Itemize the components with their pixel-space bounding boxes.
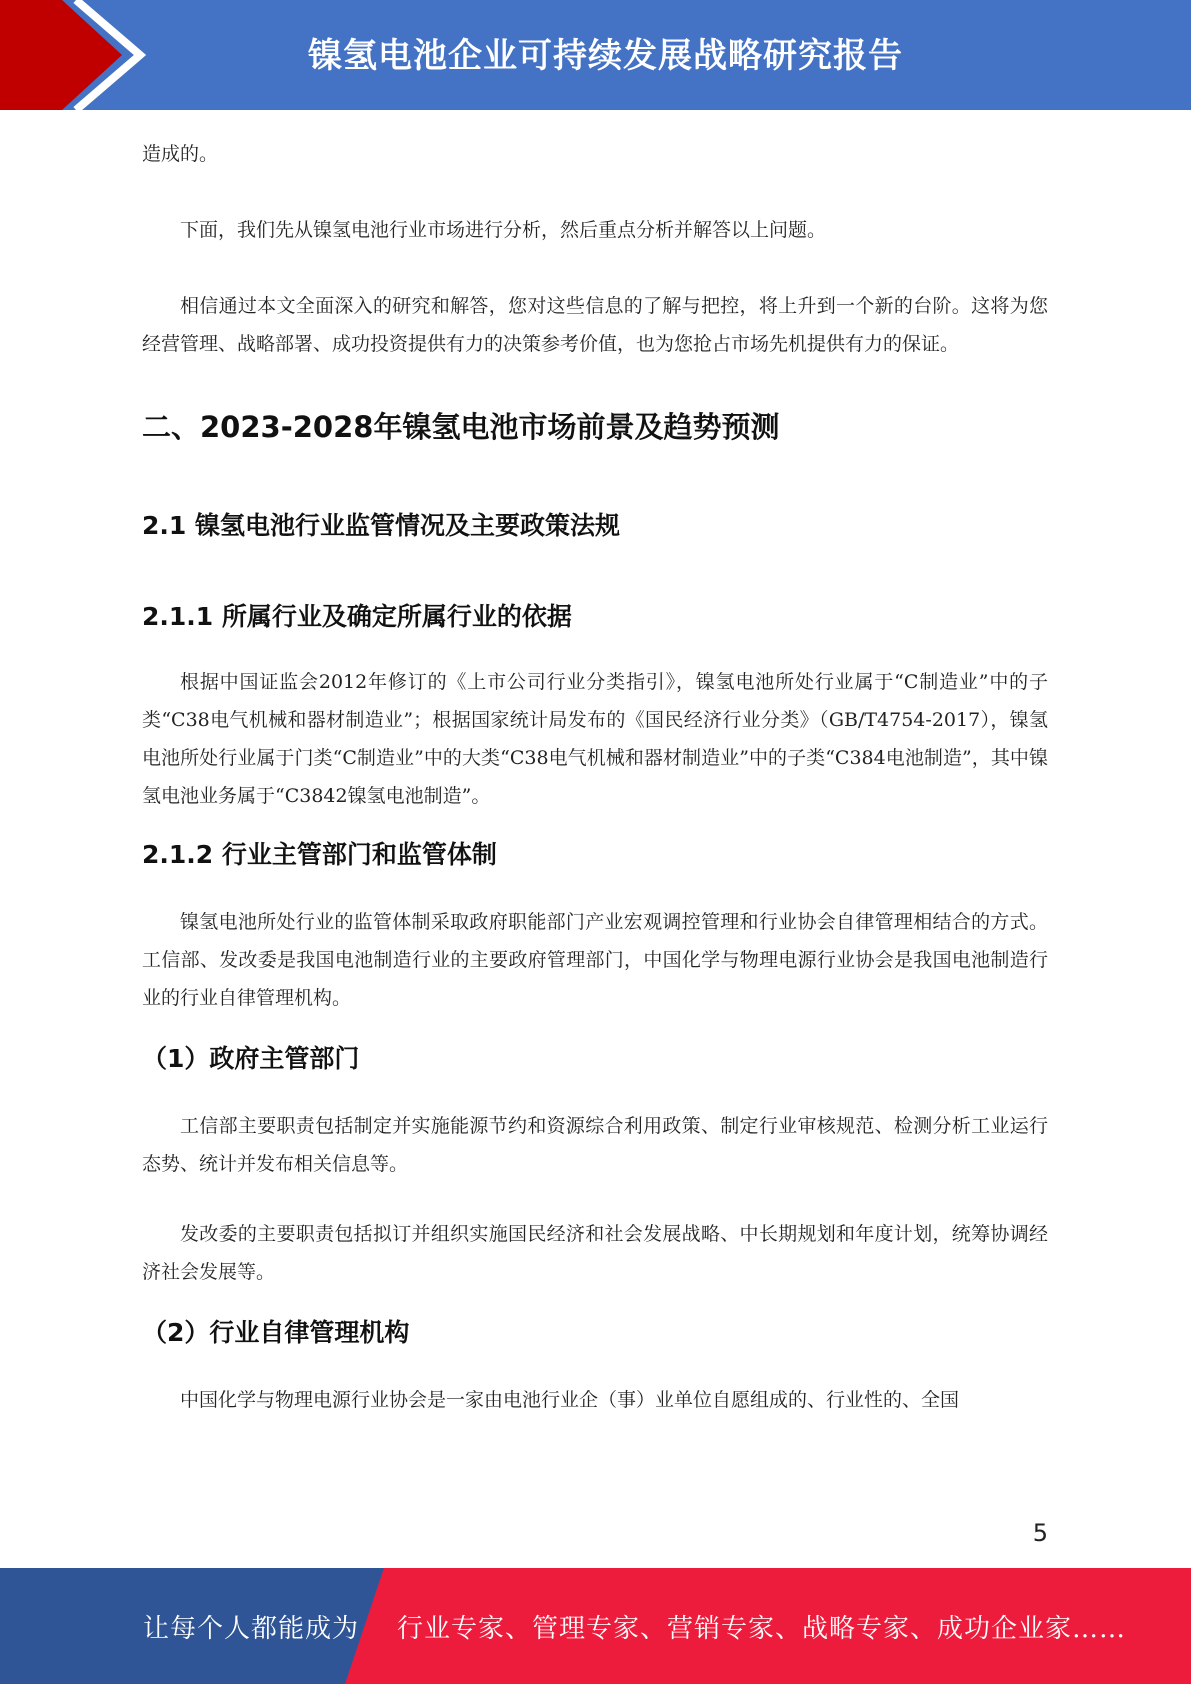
subsection-heading-2-1-1: 2.1.1 所属行业及确定所属行业的依据 bbox=[142, 602, 572, 631]
subsection-heading-2-1-2: 2.1.2 行业主管部门和监管体制 bbox=[142, 840, 497, 869]
paragraph-regulatory-system: 镍氢电池所处行业的监管体制采取政府职能部门产业宏观调控管理和行业协会自律管理相结合的方式。工信部、发改委是我国电池制造行业的主要政府管理部门，中国化学与物理电源行业协会是我国电池制造行业的行业自律管理机构。 bbox=[142, 911, 1048, 1009]
paragraph-continuation: 造成的。 bbox=[142, 143, 219, 165]
paragraph-ndrc-duties: 发改委的主要职责包括拟订并组织实施国民经济和社会发展战略、中长期规划和年度计划，统筹协调经济社会发展等。 bbox=[142, 1223, 1048, 1283]
page-header bbox=[0, 0, 1191, 110]
paragraph-intro: 下面，我们先从镍氢电池行业市场进行分析，然后重点分析并解答以上问题。 bbox=[180, 219, 827, 241]
paragraph-industry-classification: 根据中国证监会2012年修订的《上市公司行业分类指引》，镍氢电池所处行业属于“C制造业”中的子类“C38电气机械和器材制造业”；根据国家统计局发布的《国民经济行业分类》（GB/T4754-2017），镍氢电池所处行业属于门类“C制造业”中的大类“C38电气机械和器材制造业”中的子类“C384电池制造”，其中镍氢电池业务属于“C3842镍氢电池制造”。 bbox=[142, 671, 1048, 807]
paragraph-value: 相信通过本文全面深入的研究和解答，您对这些信息的了解与把控，将上升到一个新的台阶。这将为您经营管理、战略部署、成功投资提供有力的决策参考价值，也为您抢占市场先机提供有力的保证。 bbox=[142, 295, 1048, 355]
heading-industry-self-regulation: （2）行业自律管理机构 bbox=[142, 1318, 410, 1347]
report-title: 镍氢电池企业可持续发展战略研究报告 bbox=[308, 35, 903, 76]
footer-slogan-left: 让每个人都能成为 bbox=[143, 1613, 360, 1644]
heading-government-departments: （1）政府主管部门 bbox=[142, 1044, 360, 1073]
page-number: 5 bbox=[1032, 1519, 1048, 1547]
footer-slogan-right: 行业专家、管理专家、营销专家、战略专家、成功企业家…… bbox=[397, 1613, 1127, 1644]
page-footer bbox=[0, 1568, 1191, 1684]
paragraph-association: 中国化学与物理电源行业协会是一家由电池行业企（事）业单位自愿组成的、行业性的、全国 bbox=[180, 1389, 960, 1411]
subsection-heading-2-1: 2.1 镍氢电池行业监管情况及主要政策法规 bbox=[142, 511, 620, 540]
section-heading-2: 二、2023-2028年镍氢电池市场前景及趋势预测 bbox=[142, 410, 780, 444]
page-content bbox=[142, 135, 1048, 1419]
paragraph-miit-duties: 工信部主要职责包括制定并实施能源节约和资源综合利用政策、制定行业审核规范、检测分析工业运行态势、统计并发布相关信息等。 bbox=[142, 1115, 1048, 1175]
